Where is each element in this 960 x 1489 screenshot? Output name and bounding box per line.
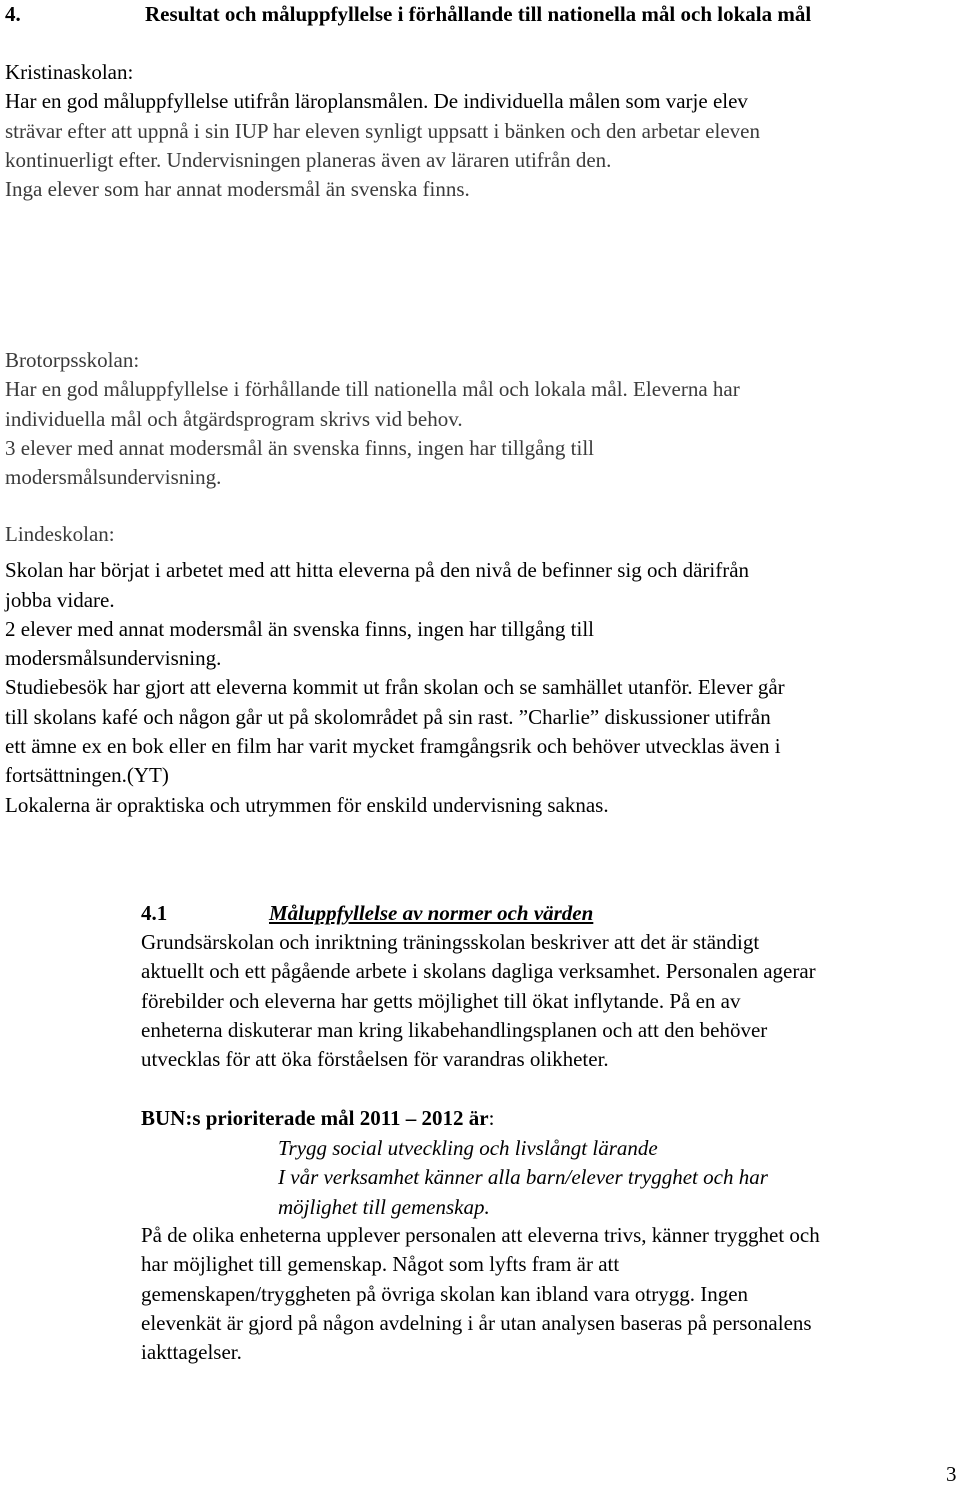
- section41-line: enheterna diskuterar man kring likabehandlingsplanen och att den behöver: [141, 1017, 768, 1042]
- brotorp-line: individuella mål och åtgärdsprogram skrivs vid behov.: [5, 406, 463, 431]
- bun-line: iakttagelser.: [141, 1340, 242, 1365]
- section-title: Resultat och måluppfyllelse i förhållande till nationella mål och lokala mål: [145, 2, 812, 26]
- bun-line: har möjlighet till gemenskap. Något som lyfts fram är att: [141, 1252, 620, 1277]
- subsection-title: Måluppfyllelse av normer och värden: [269, 901, 594, 925]
- bun-goal: möjlighet till gemenskap.: [278, 1194, 490, 1219]
- subsection-number: 4.1: [141, 901, 168, 925]
- linde-line: Skolan har börjat i arbetet med att hitta eleverna på den nivå de befinner sig och därifrån: [5, 558, 750, 583]
- section41-line: utvecklas för att öka förståelsen för varandras olikheter.: [141, 1047, 609, 1072]
- page-number: 3: [946, 1462, 957, 1486]
- school-name-kristina: Kristinaskolan:: [5, 60, 134, 84]
- bun-line: elevenkät är gjord på någon avdelning i år utan analysen baseras på personalens: [141, 1310, 812, 1335]
- linde-line: fortsättningen.(YT): [5, 763, 169, 788]
- school-name-linde: Lindeskolan:: [5, 522, 115, 546]
- brotorp-line: modersmålsundervisning.: [5, 465, 222, 490]
- linde-line: till skolans kafé och någon går ut på skolområdet på sin rast. ”Charlie” diskussioner utifrån: [5, 704, 771, 729]
- lindeskolan-block: [5, 520, 945, 820]
- bun-goals-colon: :: [488, 1106, 495, 1130]
- kristina-line: Inga elever som har annat modersmål än svenska finns.: [5, 177, 470, 202]
- bun-goals-label: BUN:s prioriterade mål 2011 – 2012 är: [141, 1106, 489, 1130]
- kristinaskolan-block: [5, 58, 945, 204]
- section41-line: förebilder och eleverna har getts möjlighet till ökat inflytande. På en av: [141, 988, 741, 1013]
- linde-line: 2 elever med annat modersmål än svenska finns, ingen har tillgång till: [5, 616, 595, 641]
- section41-line: aktuellt och ett pågående arbete i skolans dagliga verksamhet. Personalen agerar: [141, 959, 816, 984]
- section41-body: [141, 928, 956, 1074]
- section-number: 4.: [5, 2, 21, 26]
- brotorp-line: 3 elever med annat modersmål än svenska finns, ingen har tillgång till: [5, 435, 595, 460]
- brotorpsskolan-block: [5, 346, 945, 492]
- bun-goals-heading: [141, 1104, 494, 1133]
- section41-line: Grundsärskolan och inriktning träningsskolan beskriver att det är ständigt: [141, 930, 760, 954]
- brotorp-line: Har en god måluppfyllelse i förhållande till nationella mål och lokala mål. Eleverna har: [5, 377, 740, 402]
- linde-line: jobba vidare.: [5, 587, 115, 612]
- linde-line: Studiebesök har gjort att eleverna kommit ut från skolan och se samhället utanför. Elever går: [5, 675, 785, 700]
- linde-line: modersmålsundervisning.: [5, 646, 222, 671]
- kristina-line: kontinuerligt efter. Undervisningen planeras även av läraren utifrån den.: [5, 147, 612, 172]
- kristina-line: strävar efter att uppnå i sin IUP har eleven synligt uppsatt i bänken och den arbetar eleven: [5, 118, 760, 143]
- linde-line: Lokalerna är opraktiska och utrymmen för enskild undervisning saknas.: [5, 792, 609, 817]
- bun-line: gemenskapen/tryggheten på övriga skolan kan ibland vara otrygg. Ingen: [141, 1281, 749, 1306]
- bun-goals-list: [278, 1134, 918, 1222]
- bun-body: [141, 1221, 956, 1367]
- school-name-brotorp: Brotorpsskolan:: [5, 348, 140, 372]
- bun-goal: Trygg social utveckling och livslångt lärande: [278, 1136, 658, 1160]
- linde-line: ett ämne ex en bok eller en film har varit mycket framgångsrik och behöver utvecklas även i: [5, 734, 781, 759]
- kristina-line: Har en god måluppfyllelse utifrån läroplansmålen. De individuella målen som varje elev: [5, 89, 748, 114]
- bun-line: På de olika enheterna upplever personalen att eleverna trivs, känner trygghet och: [141, 1223, 820, 1247]
- bun-goal: I vår verksamhet känner alla barn/elever trygghet och har: [278, 1165, 768, 1190]
